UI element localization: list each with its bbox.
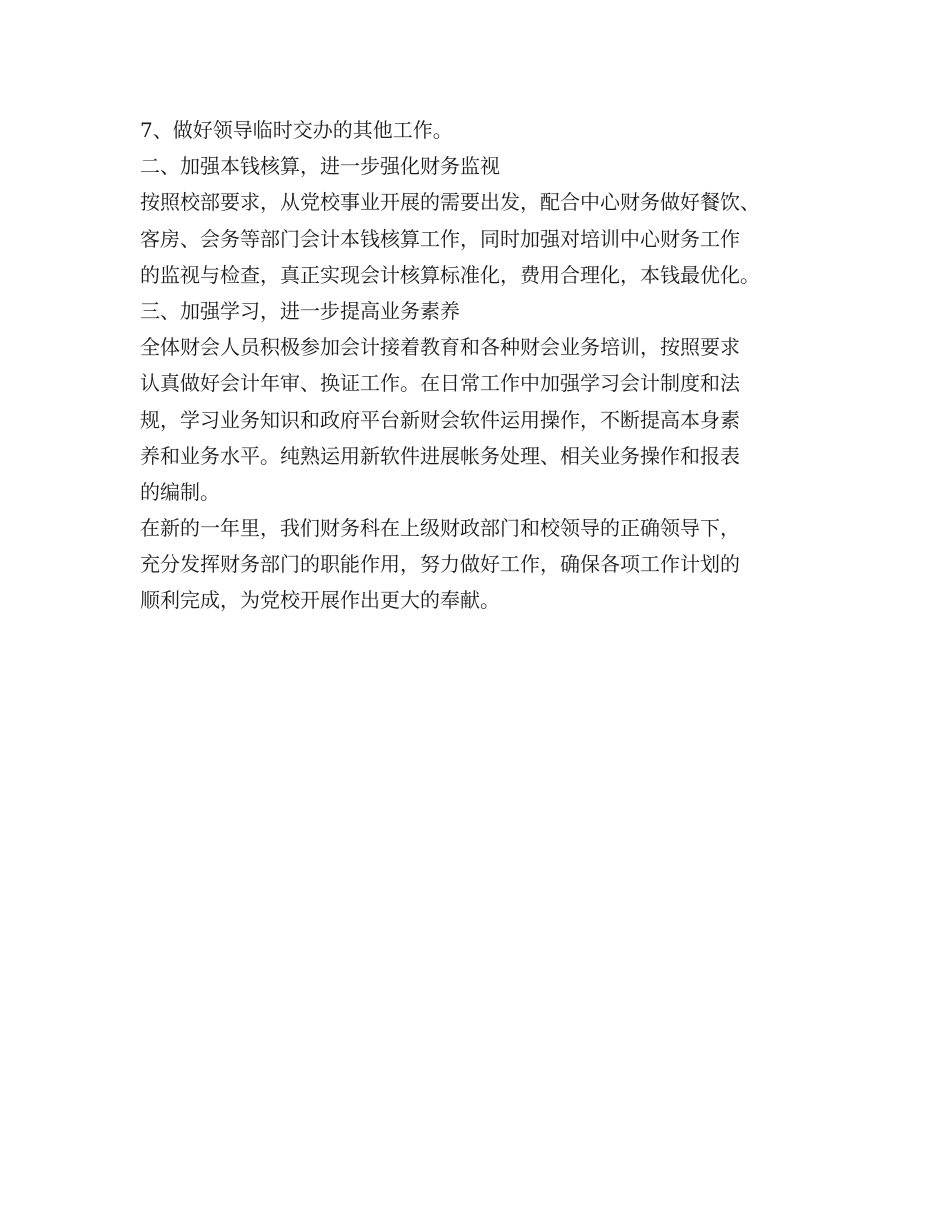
closing-paragraph-line: 顺利完成，为党校开展作出更大的奉献。 [140,588,500,613]
paragraph-line: 客房、会务等部门会计本钱核算工作，同时加强对培训中心财务工作 [140,226,740,251]
closing-paragraph-line: 在新的一年里，我们财务科在上级财政部门和校领导的正确领导下， [140,516,740,541]
paragraph-line: 全体财会人员积极参加会计接着教育和各种财会业务培训，按照要求 [140,335,740,360]
section-heading-3: 三、加强学习，进一步提高业务素养 [140,298,460,323]
paragraph-line: 的监视与检查，真正实现会计核算标准化，费用合理化，本钱最优化。 [140,262,760,287]
document-body [140,112,840,619]
paragraph-line: 养和业务水平。纯熟运用新软件进展帐务处理、相关业务操作和报表 [140,443,740,468]
section-heading-2: 二、加强本钱核算，进一步强化财务监视 [140,154,500,179]
list-item-7: 7、做好领导临时交办的其他工作。 [140,118,453,142]
paragraph-line: 规，学习业务知识和政府平台新财会软件运用操作，不断提高本身素 [140,407,740,432]
paragraph-line: 的编制。 [140,479,220,504]
closing-paragraph-line: 充分发挥财务部门的职能作用，努力做好工作，确保各项工作计划的 [140,552,740,577]
paragraph-line: 认真做好会计年审、换证工作。在日常工作中加强学习会计制度和法 [140,371,740,396]
paragraph-line: 按照校部要求，从党校事业开展的需要出发，配合中心财务做好餐饮、 [140,190,760,215]
